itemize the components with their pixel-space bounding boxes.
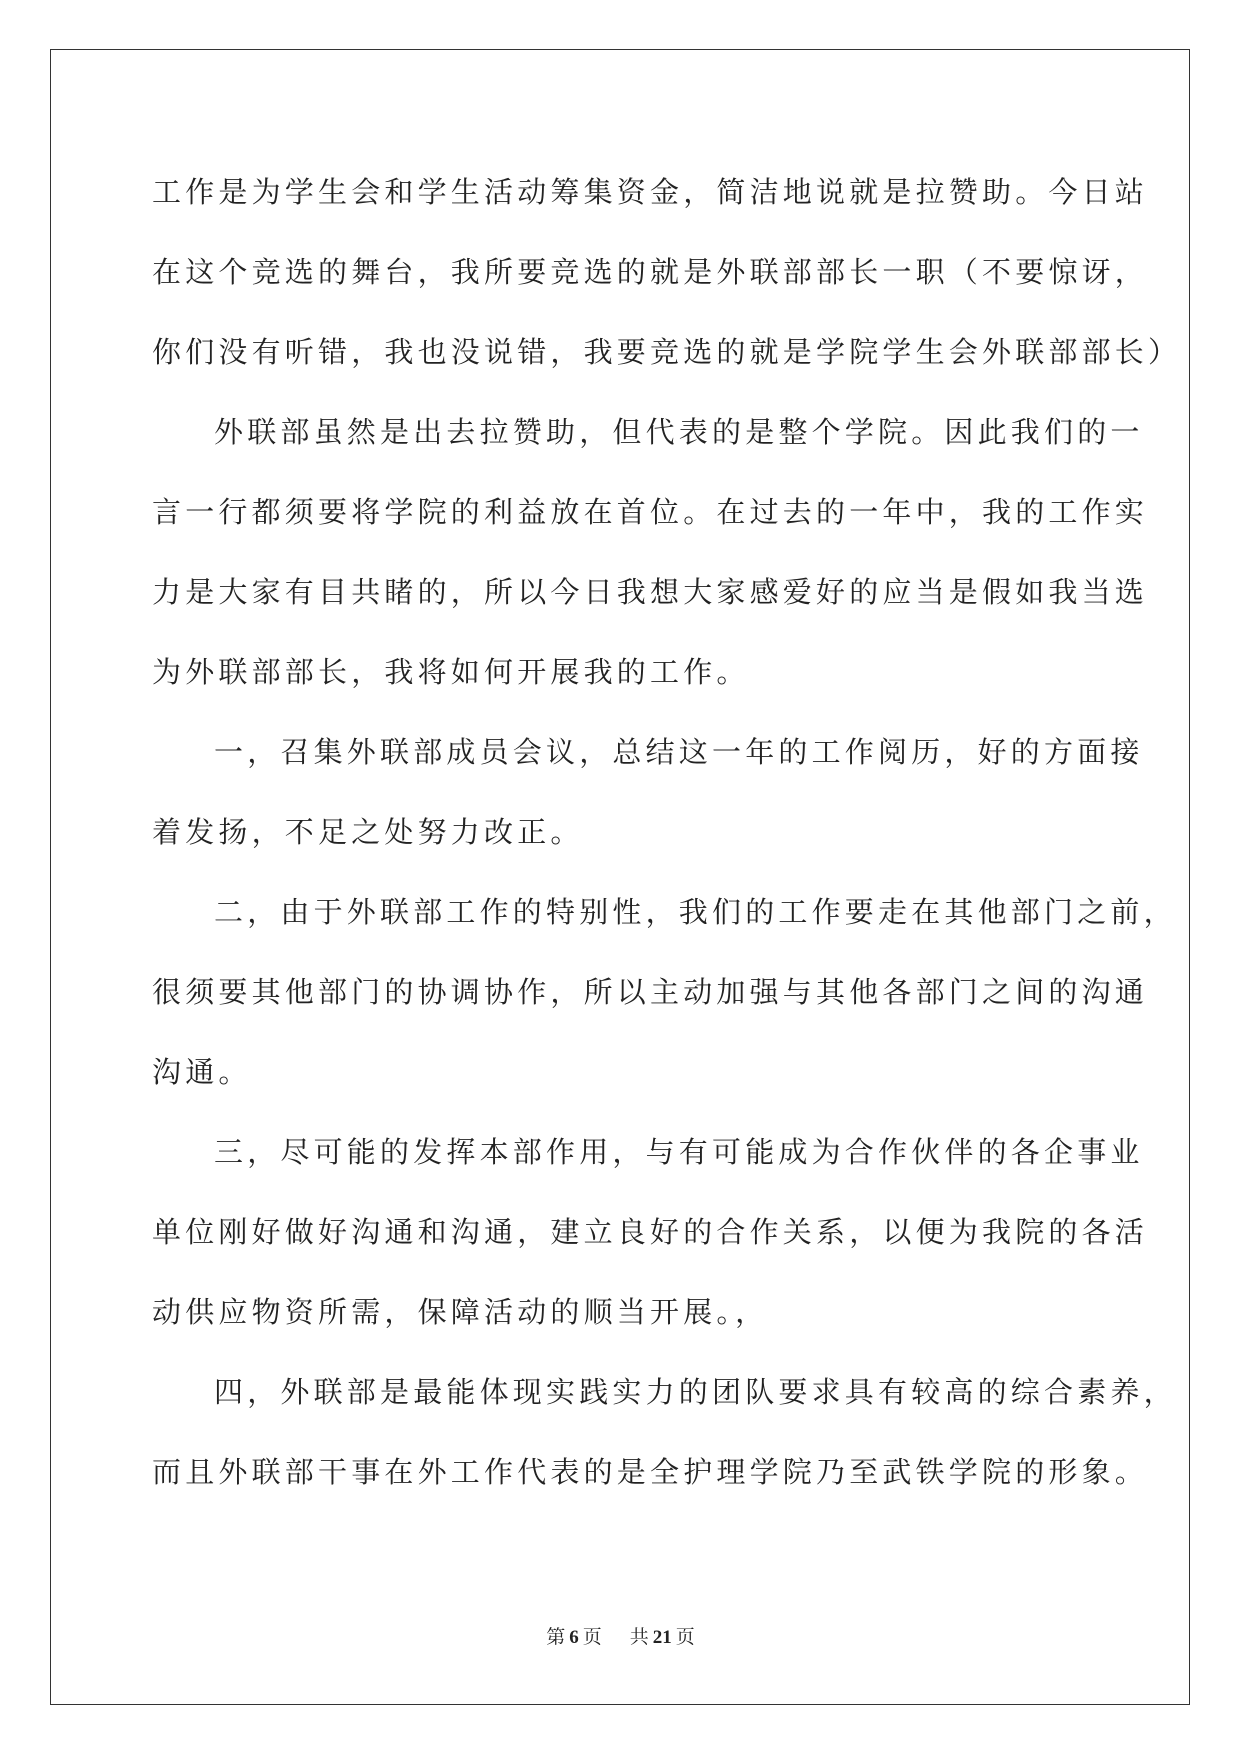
paragraph-start-line: 一，召集外联部成员会议，总结这一年的工作阅历，好的方面接 [214, 735, 1144, 769]
text-line: 在这个竞选的舞台，我所要竞选的就是外联部部长一职（不要惊讶， [152, 255, 1149, 289]
document-body [152, 162, 1182, 1522]
text-line: 工作是为学生会和学生活动筹集资金，简洁地说就是拉赞助。今日站 [152, 175, 1149, 209]
text-line: 为外联部部长，我将如何开展我的工作。 [152, 655, 750, 689]
text-line: 动供应物资所需，保障活动的顺当开展。， [152, 1295, 769, 1329]
total-suffix: 页 [675, 1627, 695, 1648]
page-prefix: 第 [546, 1627, 566, 1648]
text-line: 很须要其他部门的协调协作，所以主动加强与其他各部门之间的沟通 [152, 975, 1149, 1009]
text-line: 言一行都须要将学院的利益放在首位。在过去的一年中，我的工作实 [152, 495, 1149, 529]
page-number: 6 [569, 1627, 579, 1648]
page-footer [0, 1622, 1241, 1649]
total-prefix: 共 [629, 1627, 649, 1648]
paragraph-start-line: 三，尽可能的发挥本部作用，与有可能成为合作伙伴的各企事业 [214, 1135, 1144, 1169]
paragraph-start-line: 外联部虽然是出去拉赞助，但代表的是整个学院。因此我们的一 [214, 415, 1144, 449]
paragraph-start-line: 四，外联部是最能体现实践实力的团队要求具有较高的综合素养， [214, 1375, 1177, 1409]
total-pages: 21 [652, 1627, 672, 1648]
text-line: 而且外联部干事在外工作代表的是全护理学院乃至武铁学院的形象。 [152, 1455, 1149, 1489]
text-line: 沟通。 [152, 1055, 252, 1089]
text-line: 你们没有听错，我也没说错，我要竞选的就是学院学生会外联部部长） [152, 335, 1182, 369]
page-suffix: 页 [582, 1627, 602, 1648]
text-line: 力是大家有目共睹的，所以今日我想大家感爱好的应当是假如我当选 [152, 575, 1149, 609]
text-line: 单位刚好做好沟通和沟通，建立良好的合作关系，以便为我院的各活 [152, 1215, 1149, 1249]
paragraph-start-line: 二，由于外联部工作的特别性，我们的工作要走在其他部门之前， [214, 895, 1177, 929]
text-line: 着发扬，不足之处努力改正。 [152, 815, 584, 849]
